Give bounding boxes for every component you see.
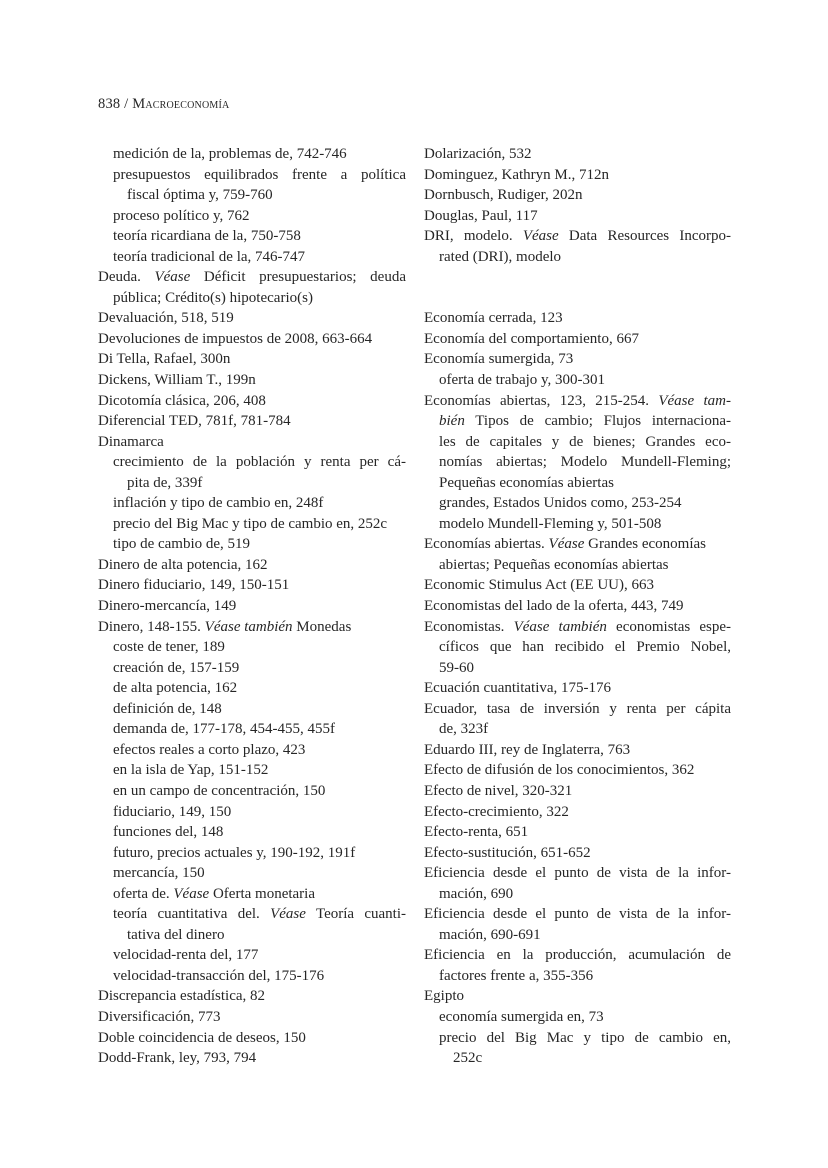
- entry-text: futuro, precios actuales y, 190-192, 191f: [113, 844, 356, 861]
- entry-text: Di Tella, Rafael, 300n: [98, 351, 231, 368]
- index-subentry-line: [98, 843, 406, 864]
- index-entry-line: [424, 822, 731, 843]
- entry-text: Tipos de cambio; Flujos internaciona-: [464, 413, 731, 430]
- entry-text: fiduciario, 149, 150: [113, 803, 232, 820]
- entry-text: Pequeñas economías abiertas: [439, 474, 614, 491]
- entry-text: proceso político y, 762: [113, 207, 250, 224]
- index-subentry-line: [424, 493, 731, 514]
- entry-text: Diversificación, 773: [98, 1008, 221, 1025]
- header-separator: /: [120, 96, 133, 112]
- entry-text: Eficiencia en la producción, acumulación de: [424, 947, 731, 964]
- entry-text: Dinero fiduciario, 149, 150-151: [98, 577, 290, 594]
- index-entry-line: [98, 1007, 406, 1028]
- entry-text: mación, 690: [439, 885, 514, 902]
- index-entry-line: [424, 575, 731, 596]
- index-subentry-line: [98, 863, 406, 884]
- entry-text: Efecto-sustitución, 651-652: [424, 844, 591, 861]
- entry-text: Dominguez, Kathryn M., 712n: [424, 166, 609, 183]
- index-subentry-line: [98, 884, 406, 905]
- index-entry-line: [98, 308, 406, 329]
- index-subentry-line: [424, 884, 731, 905]
- index-entry-line: [424, 596, 731, 617]
- entry-text: economistas espe-: [606, 618, 731, 635]
- entry-text: Douglas, Paul, 117: [424, 207, 538, 224]
- entry-text: Deuda.: [98, 269, 155, 286]
- entry-text: Dicotomía clásica, 206, 408: [98, 392, 266, 409]
- index-subentry-line: [98, 740, 406, 761]
- cross-reference-label: Véase: [154, 269, 191, 286]
- index-subentry-line: [98, 966, 406, 987]
- index-subentry-line: [98, 822, 406, 843]
- entry-text: Efecto de nivel, 320-321: [424, 782, 573, 799]
- entry-text: pública; Crédito(s) hipotecario(s): [113, 289, 313, 306]
- entry-text: precio del Big Mac y tipo de cambio en,: [439, 1029, 731, 1046]
- index-subentry-line: [98, 658, 406, 679]
- cross-reference-label: Véase también: [513, 618, 607, 635]
- index-subentry-line: [98, 452, 406, 473]
- entry-text: teoría cuantitativa del.: [113, 906, 271, 923]
- index-entry-line: [424, 144, 731, 165]
- entry-text: Devaluación, 518, 519: [98, 310, 234, 327]
- index-subentry-line: [98, 760, 406, 781]
- index-entry-line: [424, 288, 731, 309]
- index-subentry-line: [98, 144, 406, 165]
- index-subentry-line: [98, 719, 406, 740]
- index-subentry-line: [98, 514, 406, 535]
- entry-text: Dinero-mercancía, 149: [98, 598, 237, 615]
- cross-reference-label: bién: [439, 413, 465, 430]
- entry-text: precio del Big Mac y tipo de cambio en, 252c: [113, 515, 388, 532]
- entry-text: demanda de, 177-178, 454-455, 455f: [113, 721, 336, 738]
- index-entry-line: [98, 596, 406, 617]
- index-subentry-line: [98, 185, 406, 206]
- index-entry-line: [424, 349, 731, 370]
- entry-text: Egipto: [424, 988, 464, 1005]
- index-subentry-line: [424, 966, 731, 987]
- index-entry-line: [98, 575, 406, 596]
- entry-text: tativa del dinero: [127, 926, 225, 943]
- entry-text: Dolarización, 532: [424, 146, 532, 162]
- entry-text: Dinamarca: [98, 433, 164, 450]
- page-number: 838: [98, 96, 121, 112]
- entry-text: factores frente a, 355-356: [439, 967, 594, 984]
- entry-text: creación de, 157-159: [113, 659, 240, 676]
- entry-text: teoría ricardiana de la, 750-758: [113, 228, 301, 245]
- index-entry-line: [98, 432, 406, 453]
- entry-text: Data Resources Incorpo-: [558, 228, 731, 245]
- index-entry-line: [424, 699, 731, 720]
- entry-text: Dinero, 148-155.: [98, 618, 205, 635]
- entry-text: mación, 690-691: [439, 926, 541, 943]
- entry-text: Déficit presupuestarios; deuda: [190, 269, 406, 286]
- index-entry-line: [424, 391, 731, 412]
- index-entry-line: [98, 617, 406, 638]
- entry-text: tipo de cambio de, 519: [113, 536, 251, 553]
- index-subentry-line: [98, 781, 406, 802]
- index-subentry-line: [424, 925, 731, 946]
- index-subentry-line: [424, 1007, 731, 1028]
- entry-text: cíficos que han recibido el Premio Nobel,: [439, 639, 731, 656]
- index-entry-line: [98, 1028, 406, 1049]
- entry-text: nomías abiertas; Modelo Mundell-Fleming;: [439, 454, 731, 471]
- entry-text: Eficiencia desde el punto de vista de la infor-: [424, 906, 731, 923]
- index-entry-line: [424, 945, 731, 966]
- entry-text: velocidad-renta del, 177: [113, 947, 259, 964]
- index-entry-line: [424, 617, 731, 638]
- index-subentry-line: [98, 699, 406, 720]
- index-entry-line: [98, 329, 406, 350]
- index-entry-line: [424, 863, 731, 884]
- index-column-left: [98, 144, 406, 1069]
- entry-text: Efecto-renta, 651: [424, 824, 529, 841]
- index-entry-line: [98, 370, 406, 391]
- entry-text: Efecto de difusión de los conocimientos, 362: [424, 762, 695, 779]
- index-entry-line: [98, 391, 406, 412]
- entry-text: Economías abiertas.: [424, 536, 549, 553]
- entry-text: modelo Mundell-Fleming y, 501-508: [439, 515, 662, 532]
- entry-text: medición de la, problemas de, 742-746: [113, 146, 347, 162]
- index-subentry-line: [98, 904, 406, 925]
- index-subentry-line: [98, 226, 406, 247]
- index-entry-line: [424, 802, 731, 823]
- entry-text: Eficiencia desde el punto de vista de la infor-: [424, 865, 731, 882]
- entry-text: pita de, 339f: [127, 474, 203, 491]
- entry-text: DRI, modelo.: [424, 228, 523, 245]
- entry-text: teoría tradicional de la, 746-747: [113, 248, 306, 265]
- entry-text: Economic Stimulus Act (EE UU), 663: [424, 577, 654, 594]
- index-subentry-line: [98, 802, 406, 823]
- index-subentry-line: [424, 1028, 731, 1049]
- entry-text: funciones del, 148: [113, 824, 224, 841]
- entry-text: Economía sumergida, 73: [424, 351, 574, 368]
- entry-text: en la isla de Yap, 151-152: [113, 762, 269, 779]
- entry-text: en un campo de concentración, 150: [113, 782, 326, 799]
- index-entry-line: [424, 678, 731, 699]
- entry-text: Economía del comportamiento, 667: [424, 330, 639, 347]
- index-subentry-line: [98, 473, 406, 494]
- cross-reference-label: Véase también: [204, 618, 293, 635]
- entry-text: de alta potencia, 162: [113, 680, 238, 697]
- index-subentry-line: [424, 719, 731, 740]
- index-subentry-line: [98, 925, 406, 946]
- index-entry-line: [424, 843, 731, 864]
- entry-text: 59-60: [439, 659, 474, 676]
- entry-text: velocidad-transacción del, 175-176: [113, 967, 325, 984]
- index-entry-line: [98, 1048, 406, 1069]
- entry-text: fiscal óptima y, 759-760: [127, 187, 273, 204]
- index-subentry-line: [424, 658, 731, 679]
- entry-text: economía sumergida en, 73: [439, 1008, 604, 1025]
- index-entry-line: [424, 308, 731, 329]
- entry-text: Discrepancia estadística, 82: [98, 988, 266, 1005]
- index-subentry-line: [98, 288, 406, 309]
- index-subentry-line: [424, 432, 731, 453]
- entry-text: les de capitales y de bienes; Grandes eco-: [439, 433, 731, 450]
- index-column-right: [424, 144, 731, 1069]
- entry-text: Grandes economías: [584, 536, 707, 553]
- entry-text: abiertas; Pequeñas economías abiertas: [439, 556, 669, 573]
- index-entry-line: [424, 740, 731, 761]
- index-subentry-line: [424, 247, 731, 268]
- index-subentry-line: [424, 473, 731, 494]
- index-subentry-line: [424, 411, 731, 432]
- index-subentry-line: [424, 1048, 731, 1069]
- entry-text: Eduardo III, rey de Inglaterra, 763: [424, 741, 631, 758]
- book-title: Macroeconomía: [132, 96, 230, 112]
- entry-text: Monedas: [292, 618, 352, 635]
- index-entry-line: [424, 534, 731, 555]
- index-subentry-line: [98, 165, 406, 186]
- entry-text: de, 323f: [439, 721, 489, 738]
- entry-text: Dodd-Frank, ley, 793, 794: [98, 1050, 257, 1067]
- entry-text: coste de tener, 189: [113, 639, 225, 656]
- entry-text: Doble coincidencia de deseos, 150: [98, 1029, 306, 1046]
- index-subentry-line: [424, 452, 731, 473]
- index-subentry-line: [424, 370, 731, 391]
- entry-text: oferta de.: [113, 885, 174, 902]
- entry-text: Economía cerrada, 123: [424, 310, 563, 327]
- index-entry-line: [98, 555, 406, 576]
- entry-text: Economías abiertas, 123, 215-254.: [424, 392, 659, 409]
- index-subentry-line: [424, 637, 731, 658]
- entry-text: mercancía, 150: [113, 865, 205, 882]
- index-subentry-line: [98, 493, 406, 514]
- index-subentry-line: [98, 945, 406, 966]
- entry-text: definición de, 148: [113, 700, 222, 717]
- entry-text: Economistas.: [424, 618, 514, 635]
- entry-text: Teoría cuanti-: [305, 906, 406, 923]
- entry-text: grandes, Estados Unidos como, 253-254: [439, 495, 682, 512]
- index-entry-line: [98, 411, 406, 432]
- entry-text: crecimiento de la población y renta per cá-: [113, 454, 406, 471]
- index-entry-line: [98, 349, 406, 370]
- index-subentry-line: [98, 637, 406, 658]
- index-entry-line: [424, 267, 731, 288]
- entry-text: inflación y tipo de cambio en, 248f: [113, 495, 324, 512]
- index-subentry-line: [98, 247, 406, 268]
- index-entry-line: [424, 226, 731, 247]
- index-entry-line: [424, 165, 731, 186]
- entry-text: Diferencial TED, 781f, 781-784: [98, 413, 291, 430]
- entry-text: presupuestos equilibrados frente a política: [113, 166, 406, 183]
- running-header: [98, 96, 229, 113]
- cross-reference-label: Véase: [270, 906, 306, 923]
- index-subentry-line: [98, 678, 406, 699]
- cross-reference-label: Véase tam-: [658, 392, 731, 409]
- entry-text: Dornbusch, Rudiger, 202n: [424, 187, 583, 204]
- cross-reference-label: Véase: [522, 228, 559, 245]
- index-entry-line: [424, 185, 731, 206]
- index-entry-line: [424, 781, 731, 802]
- entry-text: Dickens, William T., 199n: [98, 372, 256, 389]
- index-entry-line: [424, 760, 731, 781]
- entry-text: efectos reales a corto plazo, 423: [113, 741, 306, 758]
- cross-reference-label: Véase: [548, 536, 585, 553]
- index-entry-line: [424, 329, 731, 350]
- entry-text: Economistas del lado de la oferta, 443, 749: [424, 598, 684, 615]
- index-entry-line: [98, 986, 406, 1007]
- index-entry-line: [98, 267, 406, 288]
- entry-text: Ecuador, tasa de inversión y renta per cápita: [424, 700, 731, 717]
- entry-text: Efecto-crecimiento, 322: [424, 803, 569, 820]
- entry-text: Oferta monetaria: [209, 885, 315, 902]
- index-subentry-line: [98, 206, 406, 227]
- entry-text: Ecuación cuantitativa, 175-176: [424, 680, 612, 697]
- index-subentry-line: [98, 534, 406, 555]
- entry-text: 252c: [453, 1050, 483, 1067]
- index-entry-line: [424, 986, 731, 1007]
- index-subentry-line: [424, 514, 731, 535]
- entry-text: Devoluciones de impuestos de 2008, 663-664: [98, 330, 373, 347]
- entry-text: Dinero de alta potencia, 162: [98, 556, 268, 573]
- index-subentry-line: [424, 555, 731, 576]
- entry-text: rated (DRI), modelo: [439, 248, 562, 265]
- index-entry-line: [424, 904, 731, 925]
- index-entry-line: [424, 206, 731, 227]
- cross-reference-label: Véase: [173, 885, 210, 902]
- entry-text: oferta de trabajo y, 300-301: [439, 372, 606, 389]
